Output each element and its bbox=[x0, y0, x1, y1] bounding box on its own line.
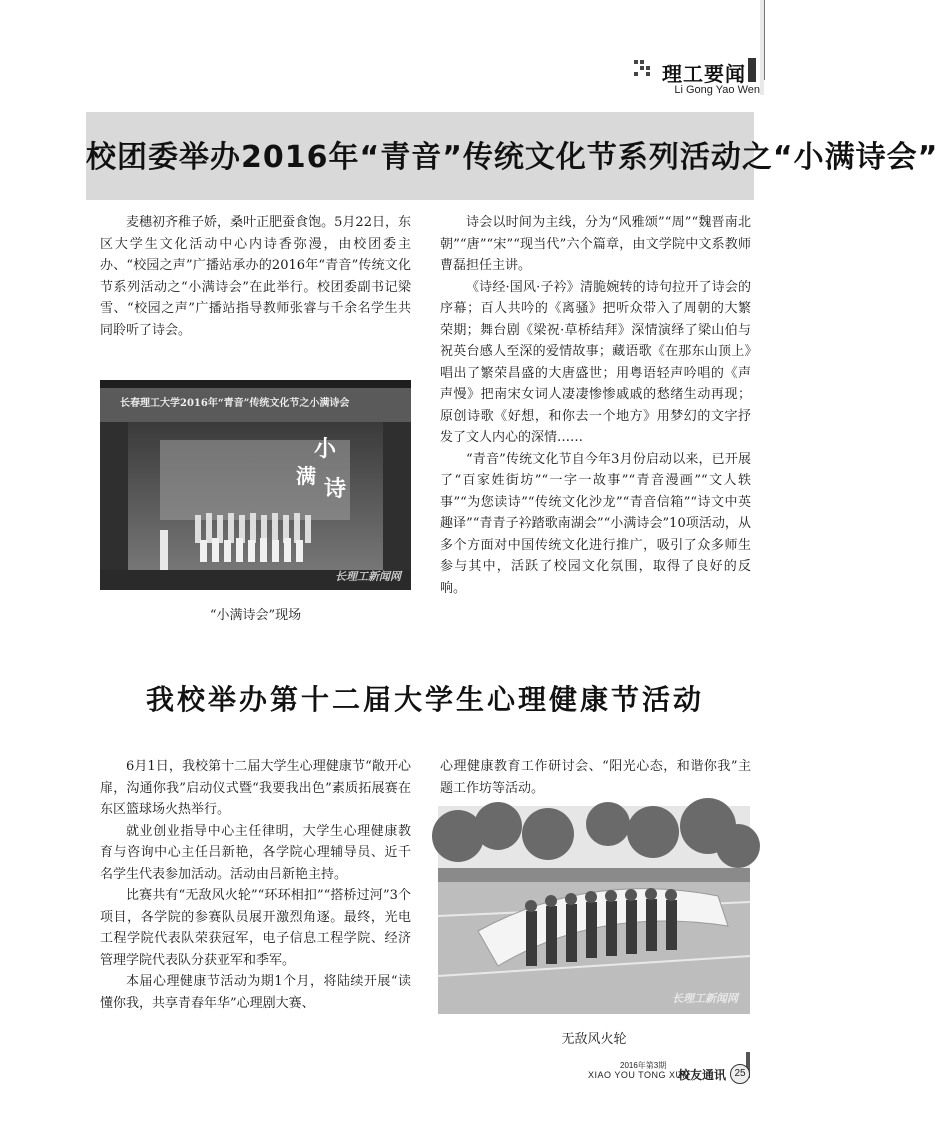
article1-paragraph: 麦穗初齐稚子娇，桑叶正肥蚕食饱。5月22日，东区大学生文化活动中心内诗香弥漫，由校团委主办、“校园之声”广播站承办的2016年“青音”传统文化节系列活动之“小满诗会”在此举行。校团委副书记梁雪、“校园之声”广播站指导教师张睿与千余名学生共同聆听了诗会。 bbox=[100, 215, 411, 338]
magazine-name: 校友通讯 bbox=[678, 1068, 727, 1082]
section-header bbox=[620, 54, 760, 94]
magazine-pinyin: XIAO YOU TONG XUN bbox=[588, 1070, 690, 1080]
article1-title-band bbox=[86, 112, 938, 200]
article2-paragraph: 比赛共有“无敌风火轮”“环环相扣”“搭桥过河”3个项目，各学院的参赛队员展开激烈角逐。最终，光电工程学院代表队荣获冠军，电子信息工程学院、经济管理学院代表队分获亚军和季军。 bbox=[100, 888, 411, 968]
article2-title: 我校举办第十二届大学生心理健康节活动 bbox=[145, 683, 704, 716]
article2-left-column bbox=[100, 756, 411, 1014]
header-dots-icon bbox=[634, 60, 656, 78]
screen-char-1: 小 bbox=[314, 436, 337, 462]
poetry-photo-caption: “小满诗会”现场 bbox=[209, 608, 302, 623]
issue-number: 2016年第3期 bbox=[620, 1061, 667, 1070]
page-footer bbox=[560, 1060, 760, 1090]
photo-banner: 长春理工大学2016年“青音”传统文化节之小满诗会 bbox=[120, 398, 350, 409]
fire-wheel-photo bbox=[438, 806, 750, 1014]
article1-paragraph: 诗会以时间为主线，分为“风雅颂”“周”“魏晋南北朝”“唐”“宋”“现当代”六个篇章，由文学院中文系教师曹磊担任主讲。 bbox=[440, 215, 751, 273]
article2-paragraph: 本届心理健康节活动为期1个月，将陆续开展“读懂你我，共享青春年华”心理剧大赛、 bbox=[100, 974, 411, 1011]
outdoor-activity-illustration bbox=[438, 806, 750, 1014]
section-title: 理工要闻 bbox=[662, 62, 746, 86]
section-pinyin: Li Gong Yao Wen bbox=[674, 84, 760, 96]
article1-title: 校团委举办2016年“青音”传统文化节系列活动之“小满诗会” bbox=[86, 140, 938, 175]
header-bar bbox=[748, 58, 756, 82]
screen-char-2: 满 bbox=[296, 464, 316, 488]
page-edge-rule bbox=[764, 0, 765, 80]
article1-right-column bbox=[440, 212, 751, 599]
article1-paragraph: “青音”传统文化节自今年3月份启动以来，已开展了“百家姓街坊”“一字一故事”“青音漫画”“文人轶事”“为您读诗”“传统文化沙龙”“青音信箱”“诗文中英趣译”“青青子衿踏歌南湖会”“小满诗会”10项活动，从多个方面对中国传统文化进行推广，吸引了众多师生参与其中，活跃了校园文化氛围，取得了良好的反响。 bbox=[440, 451, 751, 596]
photo-watermark: 长理工新闻网 bbox=[672, 992, 738, 1005]
article2-right-column bbox=[440, 756, 751, 799]
page-number: 25 bbox=[730, 1064, 750, 1084]
poetry-event-photo bbox=[100, 380, 411, 590]
article2-paragraph: 6月1日，我校第十二届大学生心理健康节“敞开心扉，沟通你我”启动仪式暨“我要我出色”素质拓展赛在东区篮球场火热举行。 bbox=[100, 759, 411, 817]
article2-paragraph: 心理健康教育工作研讨会、“阳光心态，和谐你我”主题工作坊等活动。 bbox=[440, 759, 751, 796]
stage-illustration bbox=[100, 380, 411, 590]
article2-paragraph: 就业创业指导中心主任律明，大学生心理健康教育与咨询中心主任吕新艳，各学院心理辅导员、近千名学生代表参加活动。活动由吕新艳主持。 bbox=[100, 823, 411, 882]
article1-paragraph: 《诗经·国风·子衿》清脆婉转的诗句拉开了诗会的序幕；百人共吟的《离骚》把听众带入了周朝的大繁荣期；舞台剧《梁祝·草桥结拜》深情演绎了梁山伯与祝英台感人至深的爱情故事；藏语歌《在那东山顶上》唱出了繁荣昌盛的大唐盛世；用粤语轻声吟唱的《声声慢》把南宋女词人凄凄惨惨戚戚的愁绪生动再现；原创诗歌《好想，和你去一个地方》用梦幻的文字抒发了文人内心的深情…… bbox=[440, 279, 751, 445]
fire-wheel-photo-caption: 无敌风火轮 bbox=[561, 1032, 627, 1047]
photo-watermark: 长理工新闻网 bbox=[335, 570, 401, 583]
article1-left-column bbox=[100, 212, 411, 341]
screen-char-3: 诗 bbox=[324, 476, 347, 502]
